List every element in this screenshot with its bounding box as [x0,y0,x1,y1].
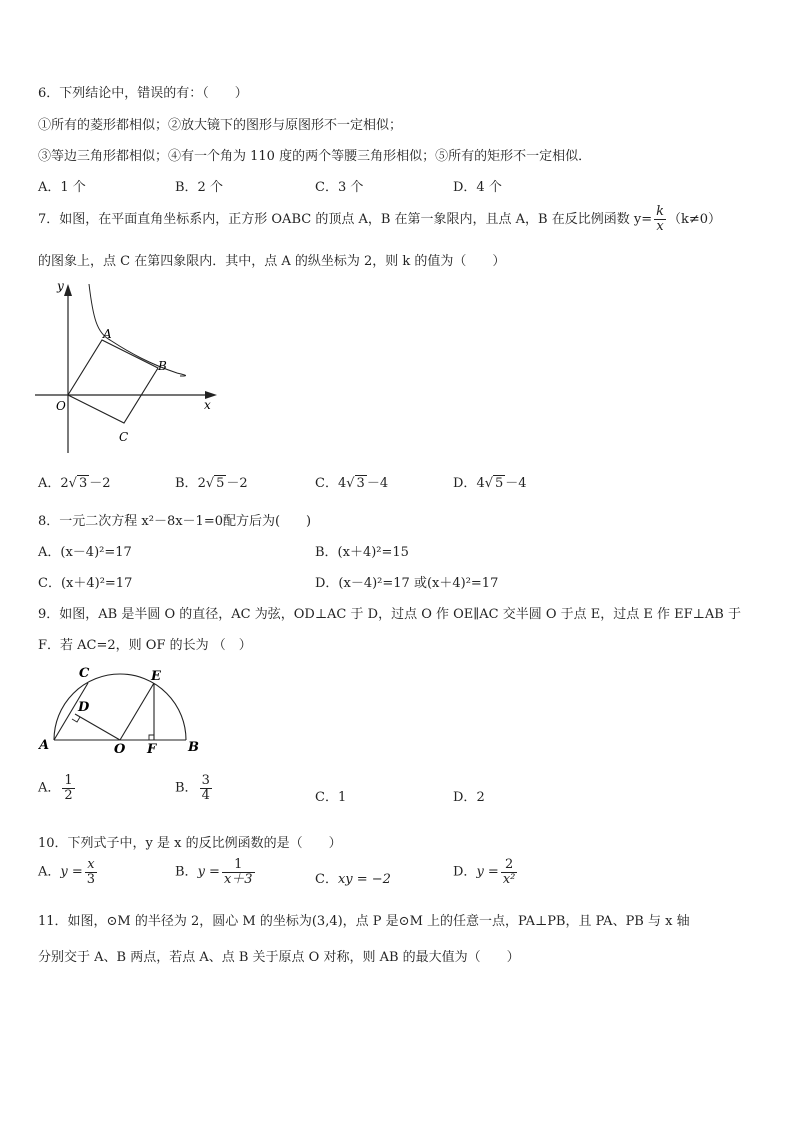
q7-option-d: D．4√ 5 －4 [453,476,527,491]
q9-label-f: F [147,742,157,757]
q7-label-c: C [119,430,129,444]
q7-stem-part2: （k≠0） [668,212,722,227]
q9-label-b: B [188,740,199,755]
q6-option-b: B．2 个 [175,180,223,195]
q7-figure [35,278,225,458]
q7-stem-part1: 7．如图，在平面直角坐标系内，正方形 OABC 的顶点 A，B 在第一象限内，且点 A，B 在反比例函数 y= [38,212,653,227]
q9-label-e: E [151,669,161,684]
q7-option-b: B．2√ 5 －2 [175,476,248,491]
q10-option-b: B．y = $\frac{1}{x+3}$ [175,857,253,887]
q7-frac-den: x [656,219,664,234]
q10-option-a: A．y = $\frac{x}{3}$ [38,857,96,887]
q9-label-a: A [39,738,50,753]
q9-label-d: D [78,700,90,715]
q9-stem-line2: F．若 AC=2，则 OF 的长为 （ ） [38,638,252,653]
q6-option-a: A．1 个 [38,180,86,195]
q7-label-y: y [57,279,64,293]
q7-option-c: C．4√ 3 －4 [315,476,389,491]
q6-stem: 6．下列结论中，错误的有：（ ） [38,86,248,101]
q7-fraction [654,205,666,233]
q9-option-c: C．1 [315,790,347,805]
q7-label-x: x [204,398,211,412]
q7-label-b: B [158,359,167,373]
q8-option-d: D．(x－4)²=17 或(x＋4)²=17 [315,576,499,591]
q8-option-b: B．(x＋4)²=15 [315,545,409,560]
q8-option-a: A．(x－4)²=17 [38,545,132,560]
q9-option-d: D．2 [453,790,485,805]
q11-stem-line2: 分别交于 A、B 两点，若点 A、点 B 关于原点 O 对称，则 AB 的最大值为（ ） [38,950,520,965]
q9-label-c: C [79,666,90,681]
q7-label-o: O [56,399,66,413]
q9-option-a: A． $\frac{1}{2}$ [38,773,73,803]
q10-stem: 10．下列式子中，y 是 x 的反比例函数的是（ ） [38,836,342,851]
q9-figure [36,660,216,760]
q9-stem-line1: 9．如图，AB 是半圆 O 的直径，AC 为弦，OD⊥AC 于 D，过点 O 作 OE∥AC 交半圆 O 于点 E，过点 E 作 EF⊥AB 于 [38,607,741,622]
q6-option-d: D．4 个 [453,180,502,195]
q9-option-b: B． $\frac{3}{4}$ [175,773,210,803]
q7-option-a: A．2√ 3 －2 [38,476,111,491]
q6-line1: ①所有的菱形都相似；②放大镜下的图形与原图形不一定相似； [38,118,403,133]
q7-stem-line2: 的图象上，点 C 在第四象限内．其中，点 A 的纵坐标为 2，则 k 的值为（ ） [38,254,506,269]
q8-option-c: C．(x＋4)²=17 [38,576,133,591]
q11-stem-line1: 11．如图，⊙M 的半径为 2，圆心 M 的坐标为(3,4)，点 P 是⊙M 上的任意一点，PA⊥PB，且 PA、PB 与 x 轴 [38,914,690,929]
q9-label-o: O [114,742,126,757]
q8-stem: 8．一元二次方程 x²－8x－1=0配方后为( ) [38,514,312,529]
q10-option-d: D．y = $\frac{2}{\text{x²}}$ [453,857,516,887]
q7-frac-num: k [656,204,664,220]
q7-label-a: A [103,327,112,341]
q7-stem [38,203,721,237]
q6-option-c: C．3 个 [315,180,364,195]
q10-option-c: C．xy = −2 [315,872,391,887]
q6-line2: ③等边三角形都相似；④有一个角为 110 度的两个等腰三角形相似；⑤所有的矩形不一定相似． [38,149,592,164]
